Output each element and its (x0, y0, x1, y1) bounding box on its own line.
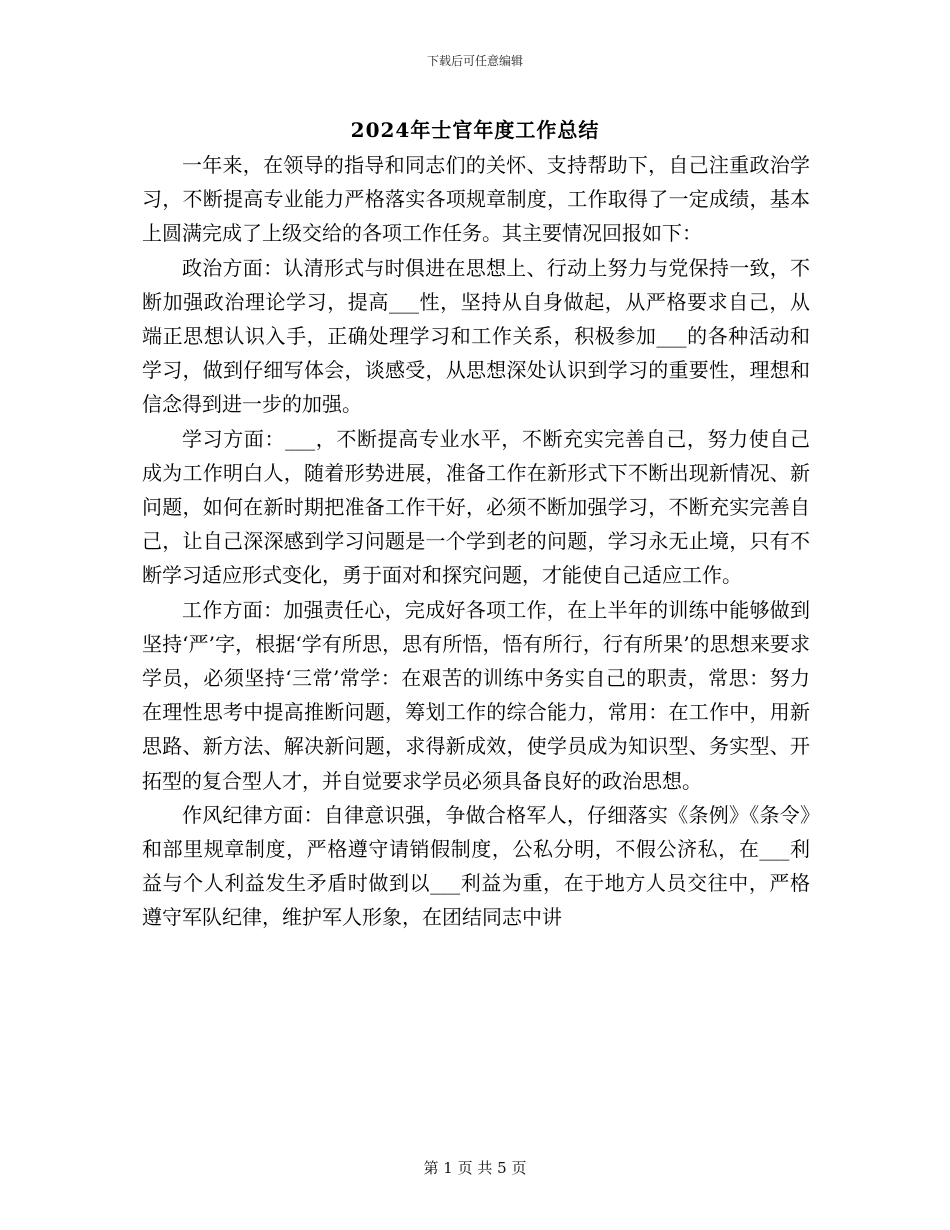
header-note: 下载后可任意编辑 (426, 54, 523, 68)
paragraph-discipline: 作风纪律方面：自律意识强，争做合格军人，仔细落实《条例》《条令》和部里规章制度，严格遵守请销假制度，公私分明，不假公济私，在___利益与个人利益发生矛盾时做到以___利益为重，在于地方人员交往中，严格遵守军队纪律，维护军人形象，在团结同志中讲 (142, 802, 810, 930)
document-title: 2024年士官年度工作总结 (350, 118, 600, 142)
paragraph-work: 工作方面：加强责任心，完成好各项工作，在上半年的训练中能够做到坚持‘严’字，根据‘学有所思，思有所悟，悟有所行，行有所果’的思想来要求学员，必须坚持‘三常’常学：在艰苦的训练中务实自己的职责，常思：努力在理性思考中提高推断问题，筹划工作的综合能力，常用：在工作中，用新思路、新方法、解决新问题，求得新成效，使学员成为知识型、务实型、开拓型的复合型人才，并自觉要求学员必须具备良好的政治思想。 (142, 597, 810, 793)
paragraph-politics: 政治方面：认清形式与时俱进在思想上、行动上努力与党保持一致，不断加强政治理论学习，提高___性，坚持从自身做起，从严格要求自己，从端正思想认识入手，正确处理学习和工作关系，积极参加___的各种活动和学习，做到仔细写体会，谈感受，从思想深处认识到学习的重要性，理想和信念得到进一步的加强。 (142, 255, 810, 417)
paragraph-study: 学习方面：___，不断提高专业水平，不断充实完善自己，努力使自己成为工作明白人，随着形势进展，准备工作在新形式下不断出现新情况、新问题，如何在新时期把准备工作干好，必须不断加强学习，不断充实完善自己，让自己深深感到学习问题是一个学到老的问题，学习永无止境，只有不断学习适应形式变化，勇于面对和探究问题，才能使自己适应工作。 (142, 426, 810, 588)
paragraph-intro: 一年来，在领导的指导和同志们的关怀、支持帮助下，自己注重政治学习，不断提高专业能力严格落实各项规章制度，工作取得了一定成绩，基本上圆满完成了上级交给的各项工作任务。其主要情况回报如下： (142, 153, 810, 246)
document-body (142, 148, 810, 935)
page-number: 第 1 页 共 5 页 (423, 1159, 527, 1177)
